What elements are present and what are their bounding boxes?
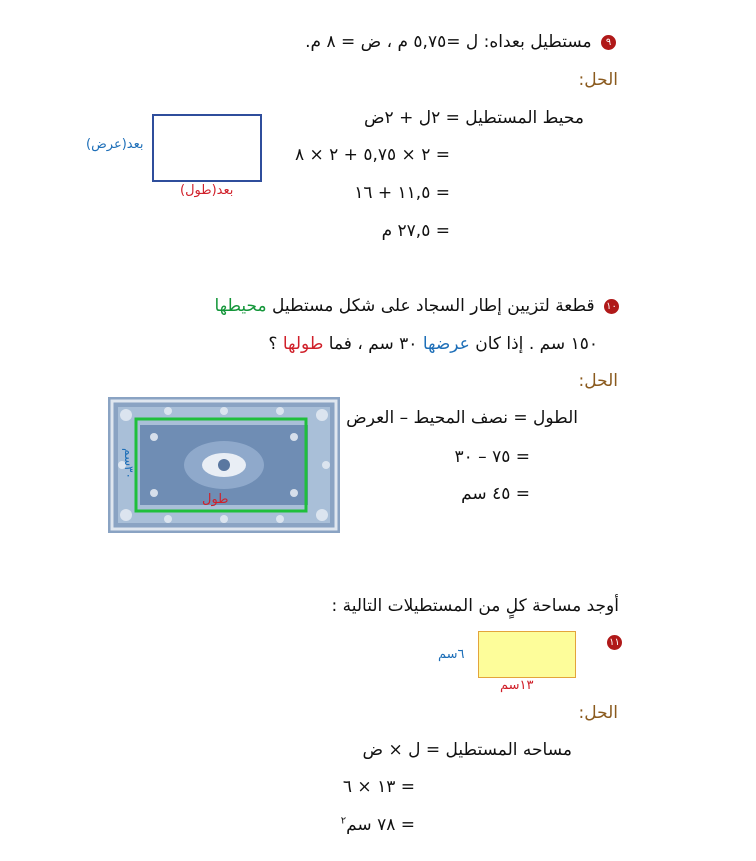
equation-line: = ١١,٥ + ١٦ [354,183,450,203]
yellow-rectangle-diagram [478,631,576,678]
solution-label: الحل: [578,371,618,391]
equation-line: = ١٣ × ٦ [342,777,415,797]
equation-line: الطول = نصف المحيط – العرض [346,408,578,428]
length-label: ١٣سم [500,678,534,693]
area-result: = ٧٨ سم [346,815,415,835]
question-text: ؟ [268,334,283,354]
question-text: ١٥٠ سم . إذا كان [469,334,598,354]
question-10-line-2 [268,334,598,354]
question-11-badge-wrap [603,632,622,651]
equation-line: = ٢ × ٥,٧٥ + ٢ × ٨ [294,145,450,165]
carpet-width-label: ٣٠سم [122,448,136,479]
equation-line [341,815,415,835]
equation-line: مساحه المستطيل = ل × ض [362,740,572,760]
perimeter-word: محيطها [214,296,267,316]
solution-label: الحل: [578,703,618,723]
equation-line: = ٧٥ – ٣٠ [454,447,530,467]
width-word: عرضها [422,334,470,354]
carpet-length-label: طول [202,492,229,507]
equation-line: = ٤٥ سم [461,484,530,504]
question-9 [305,32,616,52]
question-text: ٣٠ سم ، فما [323,334,423,354]
rectangle-diagram [152,114,262,182]
area-intro: أوجد مساحة كلٍ من المستطيلات التالية : [331,596,619,616]
carpet-image [108,397,340,533]
width-label: ٦سم [438,647,465,662]
length-label: بعد(طول) [180,183,234,198]
length-word: طولها [282,334,324,354]
equation-line: = ٢٧,٥ م [381,221,450,241]
question-number-badge: ٩ [601,35,616,50]
width-label: بعد(عرض) [86,137,144,152]
question-text: قطعة لتزيين إطار السجاد على شكل مستطيل [266,296,595,316]
squared-superscript: ٢ [340,815,347,827]
equation-line: محيط المستطيل = ٢ل + ٢ض [363,108,584,128]
solution-label: الحل: [578,70,618,90]
question-number-badge: ١٠ [604,299,619,314]
question-10-line-1 [214,296,619,316]
question-number-badge: ١١ [607,635,622,650]
question-text: مستطيل بعداه: ل =٥,٧٥ م ، ض = ٨ م. [305,32,592,52]
